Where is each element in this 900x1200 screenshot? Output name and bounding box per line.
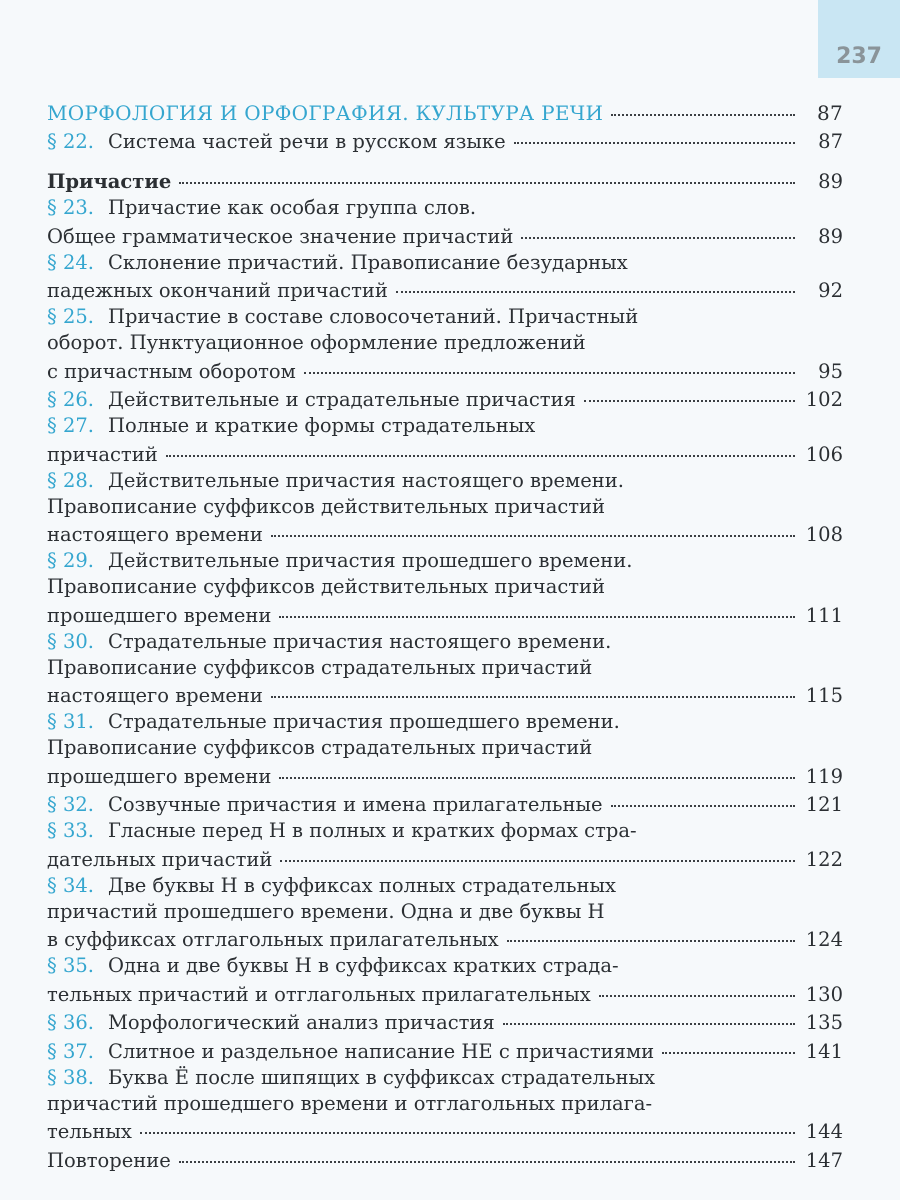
toc-entry[interactable] (47, 250, 843, 305)
toc-entry-text: прошедшего времени (47, 603, 272, 627)
dot-leader (599, 975, 795, 997)
dot-leader (279, 596, 795, 618)
dot-leader (280, 840, 795, 862)
dot-leader (304, 352, 795, 374)
paragraph-number: § 28. (47, 468, 94, 492)
paragraph-number: § 30. (47, 629, 94, 653)
toc-entry-text: Правописание суффиксов страдательных причастий (47, 655, 593, 679)
toc-entry-text: Правописание суффиксов страдательных причастий (47, 736, 593, 759)
toc-entry-text: Правописание суффиксов действительных причастий (47, 575, 606, 598)
toc-entry[interactable] (47, 953, 843, 1008)
toc-entry-text: причастий прошедшего времени и отглагольных прилага- (47, 1091, 653, 1115)
toc-entry-text: Созвучные причастия и имена прилагательные (107, 793, 603, 816)
toc-entry[interactable] (47, 1036, 843, 1065)
toc-page: 124 (805, 928, 843, 951)
toc-entry-text: Гласные перед Н в полных и кратких формах стра- (107, 819, 637, 842)
dot-leader (584, 381, 795, 403)
toc-entry-text: Склонение причастий. Правописание безударных (107, 250, 628, 274)
toc-entry-text: оборот. Пунктуационное оформление предложений (47, 331, 586, 354)
toc-entry[interactable] (47, 629, 843, 710)
toc-page: 108 (805, 523, 843, 546)
section-page: 87 (816, 101, 843, 125)
toc-entry[interactable] (47, 385, 843, 414)
dot-leader (166, 435, 795, 457)
toc-page: 130 (805, 982, 843, 1006)
toc-page: 87 (818, 129, 843, 153)
toc-entry-text: Действительные причастия настоящего времени. (107, 468, 624, 492)
toc-page: 115 (805, 684, 843, 707)
page-number: 237 (836, 44, 882, 69)
section-title: МОРФОЛОГИЯ И ОРФОГРАФИЯ. КУЛЬТУРА РЕЧИ (47, 101, 604, 125)
toc-entry-text: Страдательные причастия настоящего времени. (107, 629, 612, 653)
toc-entry-text: настоящего времени (47, 523, 263, 546)
toc-page: 89 (818, 224, 843, 248)
paragraph-number: § 33. (47, 819, 94, 842)
toc-page: 106 (805, 442, 843, 466)
paragraph-number: § 22. (47, 129, 94, 153)
toc-entry-text: причастий (47, 442, 158, 466)
paragraph-number: § 24. (47, 250, 94, 274)
toc-entry-text: Две буквы Н в суффиксах полных страдательных (107, 873, 616, 897)
toc-entry-text: Слитное и раздельное написание НЕ с причастиями (107, 1039, 655, 1063)
toc-page: 89 (818, 170, 843, 193)
toc-page: 121 (805, 793, 843, 816)
toc-page: 92 (818, 279, 843, 302)
paragraph-number: § 37. (47, 1039, 94, 1063)
toc-entry-text: Действительные причастия прошедшего времени. (107, 549, 633, 572)
toc-entry[interactable] (47, 818, 843, 873)
paragraph-number: § 25. (47, 305, 94, 328)
dot-leader (140, 1113, 795, 1135)
toc-entry[interactable] (47, 126, 843, 155)
toc-entry[interactable] (47, 548, 843, 629)
toc-entry[interactable] (47, 1065, 843, 1146)
dot-leader (179, 163, 795, 185)
toc-entry-text: Причастие в составе словосочетаний. Причастный (107, 305, 639, 328)
toc-entry-text: Морфологический анализ причастия (107, 1011, 495, 1034)
toc-entry-text: дательных причастий (47, 847, 273, 871)
toc-entry[interactable] (47, 1145, 843, 1174)
toc-page: 122 (805, 847, 843, 871)
dot-leader (514, 122, 795, 144)
toc-entry-text: тельных причастий и отглагольных прилагательных (47, 982, 591, 1006)
dot-leader (507, 921, 795, 943)
dot-leader (271, 677, 795, 699)
toc-page: 147 (805, 1148, 843, 1172)
dot-leader (396, 272, 795, 294)
toc-entry-text: Система частей речи в русском языке (107, 129, 506, 153)
toc-page: 95 (818, 359, 843, 383)
toc-page: 141 (805, 1039, 843, 1063)
dot-leader (179, 1141, 795, 1163)
toc-entry[interactable] (47, 709, 843, 790)
toc-entry[interactable] (47, 413, 843, 468)
toc-entry[interactable] (47, 790, 843, 819)
paragraph-number: § 34. (47, 873, 94, 897)
toc-entry-text: прошедшего времени (47, 764, 272, 788)
paragraph-number: § 36. (47, 1011, 94, 1034)
dot-leader (521, 217, 795, 239)
toc-heading: Повторение (47, 1148, 171, 1172)
paragraph-number: § 27. (47, 414, 94, 437)
paragraph-number: § 32. (47, 793, 94, 816)
toc-entry-text: Страдательные причастия прошедшего времени. (107, 710, 620, 733)
dot-leader (279, 757, 795, 779)
toc-entry-text: с причастным оборотом (47, 359, 296, 383)
dot-leader (271, 516, 795, 538)
toc-entry-text: Общее грамматическое значение причастий (47, 224, 514, 248)
toc-page: 144 (805, 1120, 843, 1143)
toc-entry[interactable] (47, 304, 843, 385)
table-of-contents (47, 98, 843, 1174)
dot-leader (503, 1004, 795, 1026)
toc-entry-text: Буква Ё после шипящих в суффиксах страдательных (107, 1065, 656, 1089)
toc-entry[interactable] (47, 468, 843, 549)
paragraph-number: § 23. (47, 196, 94, 219)
paragraph-number: § 35. (47, 954, 94, 977)
toc-entry-text: причастий прошедшего времени. Одна и две буквы Н (47, 899, 605, 923)
toc-entry-text: Правописание суффиксов действительных причастий (47, 494, 606, 518)
paragraph-number: § 38. (47, 1065, 94, 1089)
toc-entry-text: Полные и краткие формы страдательных (107, 414, 536, 437)
toc-entry[interactable] (47, 167, 843, 196)
toc-entries (47, 126, 843, 1174)
dot-leader (611, 94, 795, 116)
toc-page: 111 (805, 603, 843, 627)
toc-entry-text: тельных (47, 1120, 132, 1143)
toc-entry-text: настоящего времени (47, 684, 263, 707)
toc-entry-text: в суффиксах отглагольных прилагательных (47, 928, 499, 951)
toc-page: 102 (805, 388, 843, 411)
paragraph-number: § 26. (47, 388, 94, 411)
dot-leader (611, 786, 795, 808)
toc-page: 119 (805, 764, 843, 788)
toc-entry[interactable] (47, 873, 843, 954)
toc-entry[interactable] (47, 195, 843, 250)
toc-entry-text: Одна и две буквы Н в суффиксах кратких страда- (107, 954, 619, 977)
paragraph-number: § 31. (47, 710, 94, 733)
toc-heading: Причастие (47, 170, 172, 193)
paragraph-number: § 29. (47, 549, 94, 572)
toc-entry-text: Причастие как особая группа слов. (107, 196, 477, 219)
toc-entry-text: падежных окончаний причастий (47, 279, 388, 302)
dot-leader (662, 1032, 795, 1054)
toc-entry-text: Действительные и страдательные причастия (107, 388, 576, 411)
toc-page: 135 (805, 1011, 843, 1034)
